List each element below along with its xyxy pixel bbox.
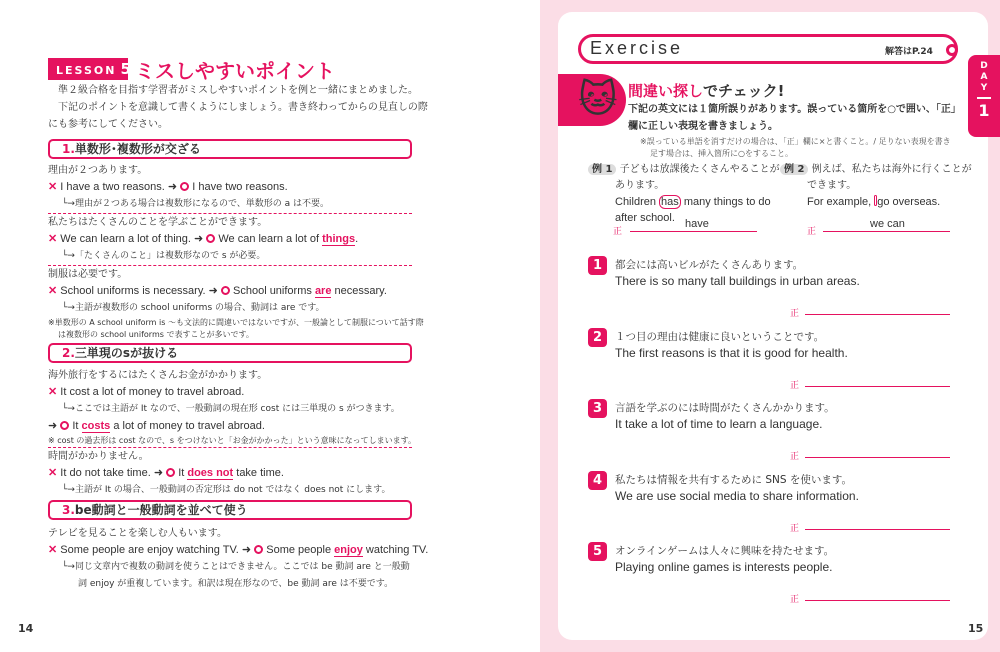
- wrong-sentence: It do not take time.: [60, 467, 151, 479]
- heading-rest: でチェック!: [703, 82, 785, 100]
- example-jp: 海外旅行をするにはたくさんお金がかかります。: [48, 370, 268, 381]
- correct-label: 正: [790, 452, 800, 462]
- section-3-heading: [48, 500, 412, 520]
- instruction-line: 欄に正しい表現を書きましょう。: [628, 121, 778, 132]
- wrong-icon: ✕: [48, 233, 58, 245]
- correct-sentence: I have two reasons.: [192, 181, 288, 193]
- correct-sentence: It: [72, 420, 82, 432]
- correct-icon: [166, 468, 175, 477]
- wrong-icon: ✕: [48, 544, 58, 556]
- wrong-sentence: School uniforms is necessary.: [60, 285, 206, 297]
- instruction-notes: [640, 136, 951, 160]
- section-1-heading: [48, 139, 412, 159]
- example-en: go overseas.: [877, 196, 941, 208]
- remark: は複数形の school uniforms で表すことが多いです。: [58, 330, 254, 339]
- wrong-sentence: I have a two reasons.: [60, 181, 165, 193]
- correct-label: 正: [790, 309, 800, 319]
- answer-line: [630, 231, 757, 232]
- heading-highlight: 間違い探し: [628, 82, 704, 100]
- note-line: ※誤っている単語を消すだけの場合は、「正」欄に×と書くこと。/ 足りない表現を書き: [640, 137, 951, 146]
- example-jp: あります。: [615, 180, 665, 191]
- answer-line[interactable]: [805, 314, 950, 315]
- question-number: 5: [588, 542, 607, 561]
- correct-icon: [60, 421, 69, 430]
- correction-highlight: enjoy: [334, 544, 363, 556]
- correct-sentence: It: [178, 467, 188, 479]
- question-en[interactable]: Playing online games is interests people.: [615, 560, 833, 574]
- correction-highlight: does not: [187, 467, 234, 479]
- correct-label: 正: [790, 595, 800, 605]
- answer-line: [823, 231, 950, 232]
- correction-highlight: things: [322, 233, 356, 245]
- arrow-icon: ➜: [167, 181, 178, 193]
- example-en: For example,: [807, 196, 875, 208]
- example-jp: 時間がかかりません。: [48, 451, 149, 462]
- section-2-heading: [48, 343, 412, 363]
- wrong-icon: ✕: [48, 467, 58, 479]
- section-3-body: テレビを見ることを楽しむ人もいます。 ✕ Some people are enjoy watching TV. ➜ Some people enjoy watching TV. └→同じ文章内で複数の動詞を使うことはできません。ここでは be 動詞 are と一般動 詞 enjoy が重複しています。和訳は現在形なので、be 動詞 are は不要です。: [48, 525, 412, 593]
- note-line: 足す場合は、挿入箇所に○をすること。: [650, 149, 793, 158]
- correct-sentence: We can learn a lot of: [218, 233, 323, 245]
- note: 主語が It の場合、一般動詞の否定形は do not ではなく does not にします。: [74, 485, 391, 495]
- section-1-body: 理由が２つあります。 ✕ I have a two reasons. ➜ I have two reasons. └→理由が２つある場合は複数形になるので、単数形の a は不要。 私たちはたくさんのことを学ぶことができます。 ✕ We can learn a lot of thing. ➜ We can learn a lot of things. └→「たくさんのこと」は複数形なので s が必要。 制服は必要です。 ✕ School uniforms is necessary. ➜ School uniforms are necessary. └→主語が複数形の school uniforms の場合、動詞は are です。 ※単数形の A school uniform is ～も文法的に間違いではないですが、一般論として制服について話す際 は複数形の school uniforms で表すことが多いです。: [48, 162, 412, 341]
- section-title: be動詞と一般動詞を並べて使う: [74, 503, 248, 517]
- answer-line[interactable]: [805, 386, 950, 387]
- example-jp: 例えば、私たちは海外に行くことが: [811, 164, 972, 175]
- wrong-sentence: It cost a lot of money to travel abroad.: [60, 386, 245, 398]
- correct-label: 正: [613, 227, 623, 237]
- lesson-label: LESSON: [56, 64, 117, 77]
- note: 詞 enjoy が重複しています。和訳は現在形なので、be 動詞 are は不要です。: [78, 579, 394, 589]
- question-jp: 言語を学ぶのには時間がたくさんかかります。: [615, 402, 835, 414]
- correct-icon: [221, 286, 230, 295]
- example-jp: できます。: [807, 180, 857, 191]
- question-jp: １つ目の理由は健康に良いということです。: [615, 330, 825, 343]
- question-number: 3: [588, 399, 607, 418]
- example-en: Children: [615, 196, 660, 208]
- cat-mascot-icon: 🐱: [578, 77, 618, 121]
- wrong-icon: ✕: [48, 285, 58, 297]
- note: ここでは主語が It なので、一般動詞の現在形 cost には三単現の s がつきます。: [74, 404, 400, 414]
- example-jp: 子どもは放課後たくさんやることが: [619, 164, 780, 175]
- question-en[interactable]: The first reasons is that it is good for health.: [615, 345, 848, 360]
- example-en: after school.: [615, 212, 675, 224]
- example-1: [588, 162, 780, 226]
- wrong-sentence: We can learn a lot of thing.: [60, 233, 191, 245]
- intro-line: にも参考にしてください。: [48, 119, 168, 130]
- question-en[interactable]: There is so many tall buildings in urban areas.: [615, 274, 860, 288]
- intro-line: 準２級合格を目指す学習者がミスしやすいポイントを例と一緒にまとめました。: [58, 85, 418, 96]
- wrong-icon: ✕: [48, 386, 58, 398]
- note: 理由が２つある場合は複数形になるので、単数形の a は不要。: [74, 199, 330, 209]
- instructions: [628, 101, 961, 135]
- example-jp: 私たちはたくさんのことを学ぶことができます。: [48, 217, 268, 228]
- lesson-number: 5: [120, 60, 133, 78]
- correct-sentence-end: take time.: [233, 467, 284, 479]
- instruction-line: 下記の英文には１箇所誤りがあります。誤っている箇所を○で囲い、「正」: [628, 104, 961, 115]
- correct-icon: [180, 182, 189, 191]
- example-label: 例 1: [588, 164, 616, 175]
- answer-line[interactable]: [805, 600, 950, 601]
- correct-label: 正: [790, 523, 800, 534]
- lesson-badge: [48, 58, 133, 80]
- correct-label: 正: [807, 227, 817, 237]
- example-jp: テレビを見ることを楽しむ人もいます。: [48, 528, 227, 539]
- wrong-sentence: Some people are enjoy watching TV.: [60, 544, 239, 556]
- example-2: [780, 162, 972, 210]
- correct-icon: [206, 234, 215, 243]
- question-jp: オンラインゲームは人々に興味を持たせます。: [615, 545, 835, 557]
- section-title: 単数形･複数形が交ざる: [74, 142, 201, 156]
- section-2-body: 海外旅行をするにはたくさんお金がかかります。 ✕ It cost a lot of money to travel abroad. └→ここでは主語が It なので、一般動詞の現在形 cost には三単現の s がつきます。 ➜ It costs a lot of money to travel abroad. ※ cost の過去形は cost なので、s をつけないと「お金がかかった」という意味になってしまいます。 時間がかかりません。 ✕ It do not take time. ➜ It does not take time. └→主語が It の場合、一般動詞の否定形は do not ではなく does not にします。: [48, 367, 412, 499]
- correct-sentence: Some people: [266, 544, 335, 556]
- correct-sentence-end: a lot of money to travel abroad.: [110, 420, 265, 432]
- page-number-left: 14: [18, 622, 34, 635]
- correct-sentence-end: watching TV.: [362, 544, 429, 556]
- question-jp: 私たちは情報を共有するために SNS を使います。: [615, 473, 853, 486]
- answer-line[interactable]: [805, 529, 950, 530]
- correct-sentence-end: necessary.: [331, 285, 387, 297]
- answer-reference: 解答はP.24: [885, 47, 933, 57]
- section-number: 2.: [62, 346, 75, 360]
- correction-highlight: costs: [81, 420, 111, 432]
- exercise-heading: [628, 80, 784, 101]
- example-label: 例 2: [780, 164, 808, 175]
- section-number: 1.: [62, 142, 75, 156]
- correction-highlight: are: [314, 285, 332, 297]
- example-jp: 理由が２つあります。: [48, 165, 148, 176]
- correct-label: 正: [790, 380, 800, 391]
- circled-error: has: [661, 196, 679, 208]
- example-jp: 制服は必要です。: [48, 269, 128, 280]
- wrong-icon: ✕: [48, 181, 58, 193]
- example-answer: have: [685, 218, 709, 230]
- question-en[interactable]: It take a lot of time to learn a language.: [615, 417, 823, 431]
- section-title: 三単現のsが抜ける: [74, 346, 179, 360]
- lesson-title: ミスしやすいポイント: [135, 59, 335, 83]
- question-number: 2: [588, 328, 607, 347]
- answer-line[interactable]: [805, 457, 950, 458]
- question-en[interactable]: We are use social media to share information.: [615, 488, 859, 503]
- correct-icon: [254, 545, 263, 554]
- section-number: 3.: [62, 503, 75, 517]
- remark: ※ cost の過去形は cost なので、s をつけないと「お金がかかった」という意味になってしまいます。: [48, 436, 416, 445]
- day-label: DAY: [980, 61, 988, 93]
- correct-sentence: School uniforms: [233, 285, 315, 297]
- question-jp: 都会には高いビルがたくさんあります。: [615, 259, 804, 271]
- day-tab[interactable]: [968, 55, 1000, 137]
- question-number: 4: [588, 471, 607, 490]
- remark: ※単数形の A school uniform is ～も文法的に間違いではないですが、一般論として制服について話す際: [48, 318, 424, 327]
- intro: [48, 82, 428, 133]
- intro-line: 下記のポイントを意識して書くようにしましょう。書き終わってからの見直しの際: [58, 102, 428, 113]
- pin-icon: [946, 44, 958, 56]
- note: 「たくさんのこと」は複数形なので s が必要。: [74, 251, 266, 261]
- day-number: 1: [978, 101, 990, 120]
- example-answer: we can: [870, 218, 905, 230]
- question-number: 1: [588, 256, 607, 275]
- note: 主語が複数形の school uniforms の場合、動詞は are です。: [74, 303, 325, 313]
- page-number-right: 15: [968, 622, 984, 635]
- note: 同じ文章内で複数の動詞を使うことはできません。ここでは be 動詞 are と一般動: [74, 562, 410, 572]
- exercise-title: Exercise: [590, 38, 684, 58]
- example-en: many things to do: [680, 196, 771, 208]
